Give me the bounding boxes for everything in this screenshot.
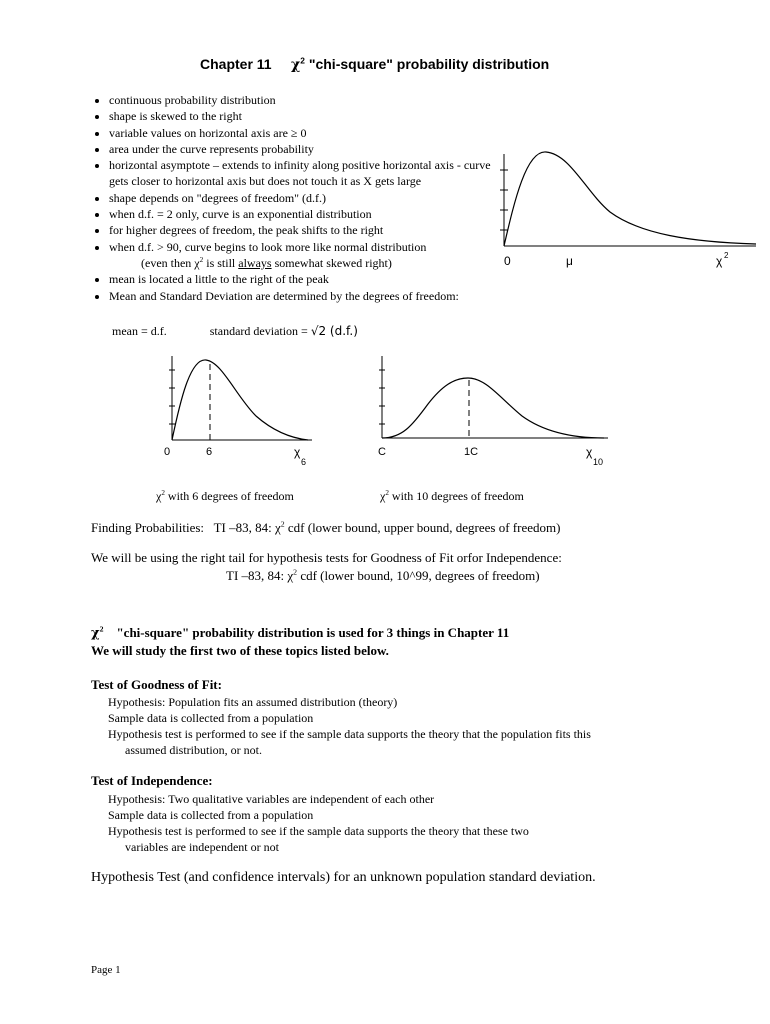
formula-line	[112, 324, 358, 339]
title-sup: 2	[300, 55, 305, 66]
goodness-sample: Sample data is collected from a population	[108, 711, 314, 725]
list-item: • horizontal asymptote – extends to infinity along positive horizontal axis - curve gets closer to horizontal axis but does not touch it as X gets large	[109, 157, 504, 190]
list-item: • continuous probability distribution	[109, 92, 504, 108]
finding-probabilities	[91, 520, 560, 536]
caption-text: with 10 degrees of freedom	[391, 489, 524, 503]
density-curve	[382, 378, 604, 438]
goodness-test: Hypothesis test is performed to see if the sample data supports the theory that the population fits this	[108, 727, 591, 741]
list-item: • Mean and Standard Deviation are determined by the degrees of freedom:	[109, 288, 504, 304]
list-item: • for higher degrees of freedom, the peak shifts to the right	[109, 222, 504, 238]
caption-text: with 6 degrees of freedom	[167, 489, 294, 503]
note-underlined: always	[238, 255, 272, 270]
caption-sup: 2	[385, 489, 389, 497]
third-use: Hypothesis Test (and confidence intervals) for an unknown population standard deviation.	[91, 870, 596, 885]
caption-symbol: χ	[156, 489, 162, 503]
uses-sup: 2	[99, 624, 104, 634]
independence-test-cont: variables are independent or not	[125, 840, 279, 854]
independence-heading: Test of Independence:	[91, 773, 213, 788]
list-item: • shape depends on "degrees of freedom" (d.f.)	[109, 190, 504, 206]
right-tail-calc	[226, 568, 540, 584]
goodness-test-cont: assumed distribution, or not.	[125, 743, 262, 757]
right-tail-line: We will be using the right tail for hypothesis tests for Goodness of Fit orfor Independence:	[91, 550, 562, 565]
chi-square-general-graph	[490, 148, 760, 274]
caption-sup: 2	[161, 489, 165, 497]
density-curve	[504, 152, 756, 246]
goodness-block	[108, 694, 591, 758]
axis-label-chi: χ	[586, 445, 593, 459]
finding-label: Finding Probabilities:	[91, 520, 205, 535]
axis-label-chi-sub: 10	[593, 457, 604, 467]
list-item	[109, 239, 504, 272]
chi-square-df10-graph	[372, 352, 617, 472]
caption-df10	[380, 489, 524, 504]
skew-note	[109, 255, 504, 271]
sd-expression: √2 (d.f.)	[310, 324, 358, 338]
uses-heading	[91, 625, 509, 641]
finding-rest: cdf (lower bound, upper bound, degrees of freedom)	[287, 520, 561, 535]
chi-square-df6-graph	[160, 352, 325, 472]
independence-hypothesis: Hypothesis: Two qualitative variables are independent of each other	[108, 792, 435, 806]
title-text: "chi-square" probability distribution	[308, 56, 550, 72]
axis-label-chi-sub: 6	[301, 457, 307, 467]
goodness-hypothesis: Hypothesis: Population fits an assumed distribution (theory)	[108, 695, 398, 709]
note-mid: is still	[203, 255, 239, 270]
title-chapter: Chapter 11	[200, 56, 272, 72]
axis-label-zero: 0	[164, 446, 171, 458]
independence-sample: Sample data is collected from a population	[108, 808, 314, 822]
mean-formula: mean = d.f.	[112, 324, 167, 338]
righttail-symbol: χ	[287, 568, 294, 583]
axis-label-peak: 1C	[464, 446, 479, 458]
list-item: • variable values on horizontal axis are ≥ 0	[109, 125, 504, 141]
independence-test: Hypothesis test is performed to see if the sample data supports the theory that these two	[108, 824, 529, 838]
sd-label: standard deviation =	[209, 324, 308, 338]
page-title	[200, 56, 549, 73]
axis-label-zero: C	[378, 446, 386, 458]
list-item: • when d.f. = 2 only, curve is an exponential distribution	[109, 206, 504, 222]
axis-label-peak: 6	[206, 446, 213, 458]
caption-symbol: χ	[380, 489, 386, 503]
axis-label-chi-sup: 2	[724, 251, 729, 260]
page-number: Page 1	[91, 964, 121, 976]
list-item: • area under the curve represents probability	[109, 141, 504, 157]
uses-line1: "chi-square" probability distribution is used for 3 things in Chapter 11	[116, 625, 510, 640]
list-item: • mean is located a little to the right of the peak	[109, 271, 504, 287]
righttail-rest: cdf (lower bound, 10^99, degrees of freedom)	[300, 568, 540, 583]
goodness-heading: Test of Goodness of Fit:	[91, 677, 222, 692]
uses-symbol: χ	[91, 626, 100, 641]
density-curve	[172, 360, 308, 440]
properties-list	[90, 92, 504, 304]
list-item: • shape is skewed to the right	[109, 108, 504, 124]
note-post: somewhat skewed right)	[271, 255, 392, 270]
axis-label-mu: μ	[566, 254, 573, 268]
note-pre: (even then χ	[141, 255, 200, 270]
title-chi-symbol: χ	[291, 57, 301, 73]
independence-block	[108, 791, 529, 855]
list-item-text: when d.f. > 90, curve begins to look more like normal distribution	[109, 239, 427, 254]
axis-label-zero: 0	[504, 254, 511, 268]
axis-label-chi: χ	[294, 445, 301, 459]
caption-df6	[156, 489, 294, 504]
note-sup: 2	[199, 255, 204, 264]
righttail-sup: 2	[293, 567, 298, 577]
finding-calc: TI –83, 84:	[213, 520, 272, 535]
uses-line2: We will study the first two of these topics listed below.	[91, 643, 389, 658]
righttail-calc: TI –83, 84:	[226, 568, 285, 583]
finding-symbol: χ	[274, 520, 281, 535]
finding-sup: 2	[280, 519, 285, 529]
axis-label-chi: χ	[716, 254, 723, 268]
